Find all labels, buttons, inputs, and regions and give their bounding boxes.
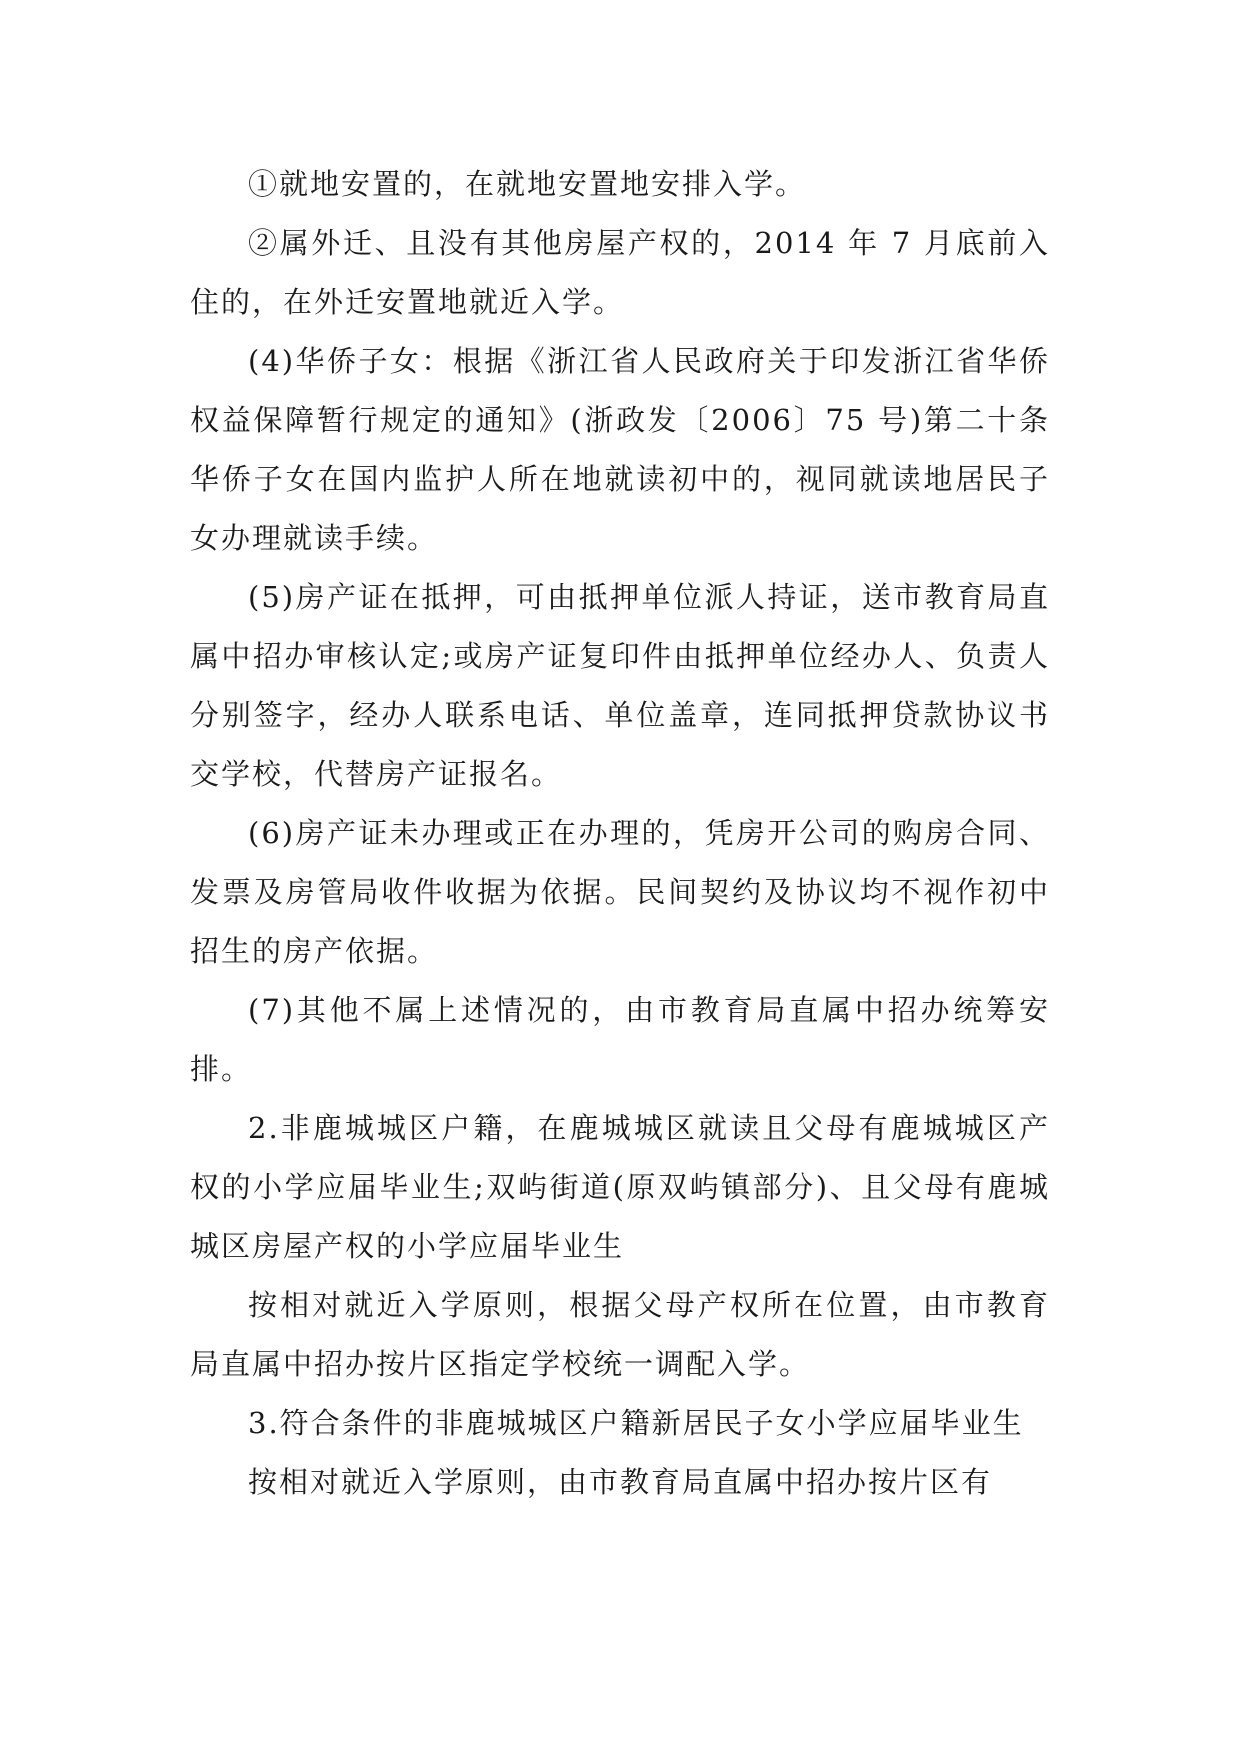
paragraph-3: (4)华侨子女：根据《浙江省人民政府关于印发浙江省华侨权益保障暂行规定的通知》(浙政发〔2006〕75 号)第二十条华侨子女在国内监护人所在地就读初中的，视同就读地居民子女办理就读手续。 [190, 344, 1050, 555]
paragraph-8: 按相对就近入学原则，根据父母产权所在位置，由市教育局直属中招办按片区指定学校统一调配入学。 [190, 1288, 1050, 1381]
paragraph-7: 2.非鹿城城区户籍，在鹿城城区就读且父母有鹿城城区产权的小学应届毕业生;双屿街道(原双屿镇部分)、且父母有鹿城城区房屋产权的小学应届毕业生 [190, 1111, 1050, 1263]
paragraph-4: (5)房产证在抵押，可由抵押单位派人持证，送市教育局直属中招办审核认定;或房产证复印件由抵押单位经办人、负责人分别签字，经办人联系电话、单位盖章，连同抵押贷款协议书交学校，代替房产证报名。 [190, 580, 1050, 791]
paragraph-2: ②属外迁、且没有其他房屋产权的，2014 年 7 月底前入住的，在外迁安置地就近入学。 [190, 226, 1050, 319]
paragraph-5: (6)房产证未办理或正在办理的，凭房开公司的购房合同、发票及房管局收件收据为依据。民间契约及协议均不视作初中招生的房产依据。 [190, 816, 1050, 968]
paragraph-9: 3.符合条件的非鹿城城区户籍新居民子女小学应届毕业生 [248, 1406, 1024, 1440]
paragraph-6: (7)其他不属上述情况的，由市教育局直属中招办统筹安排。 [190, 993, 1050, 1086]
paragraph-1: ①就地安置的，在就地安置地安排入学。 [248, 167, 807, 201]
document-body [190, 155, 1050, 1512]
paragraph-10: 按相对就近入学原则，由市教育局直属中招办按片区有 [248, 1465, 993, 1499]
